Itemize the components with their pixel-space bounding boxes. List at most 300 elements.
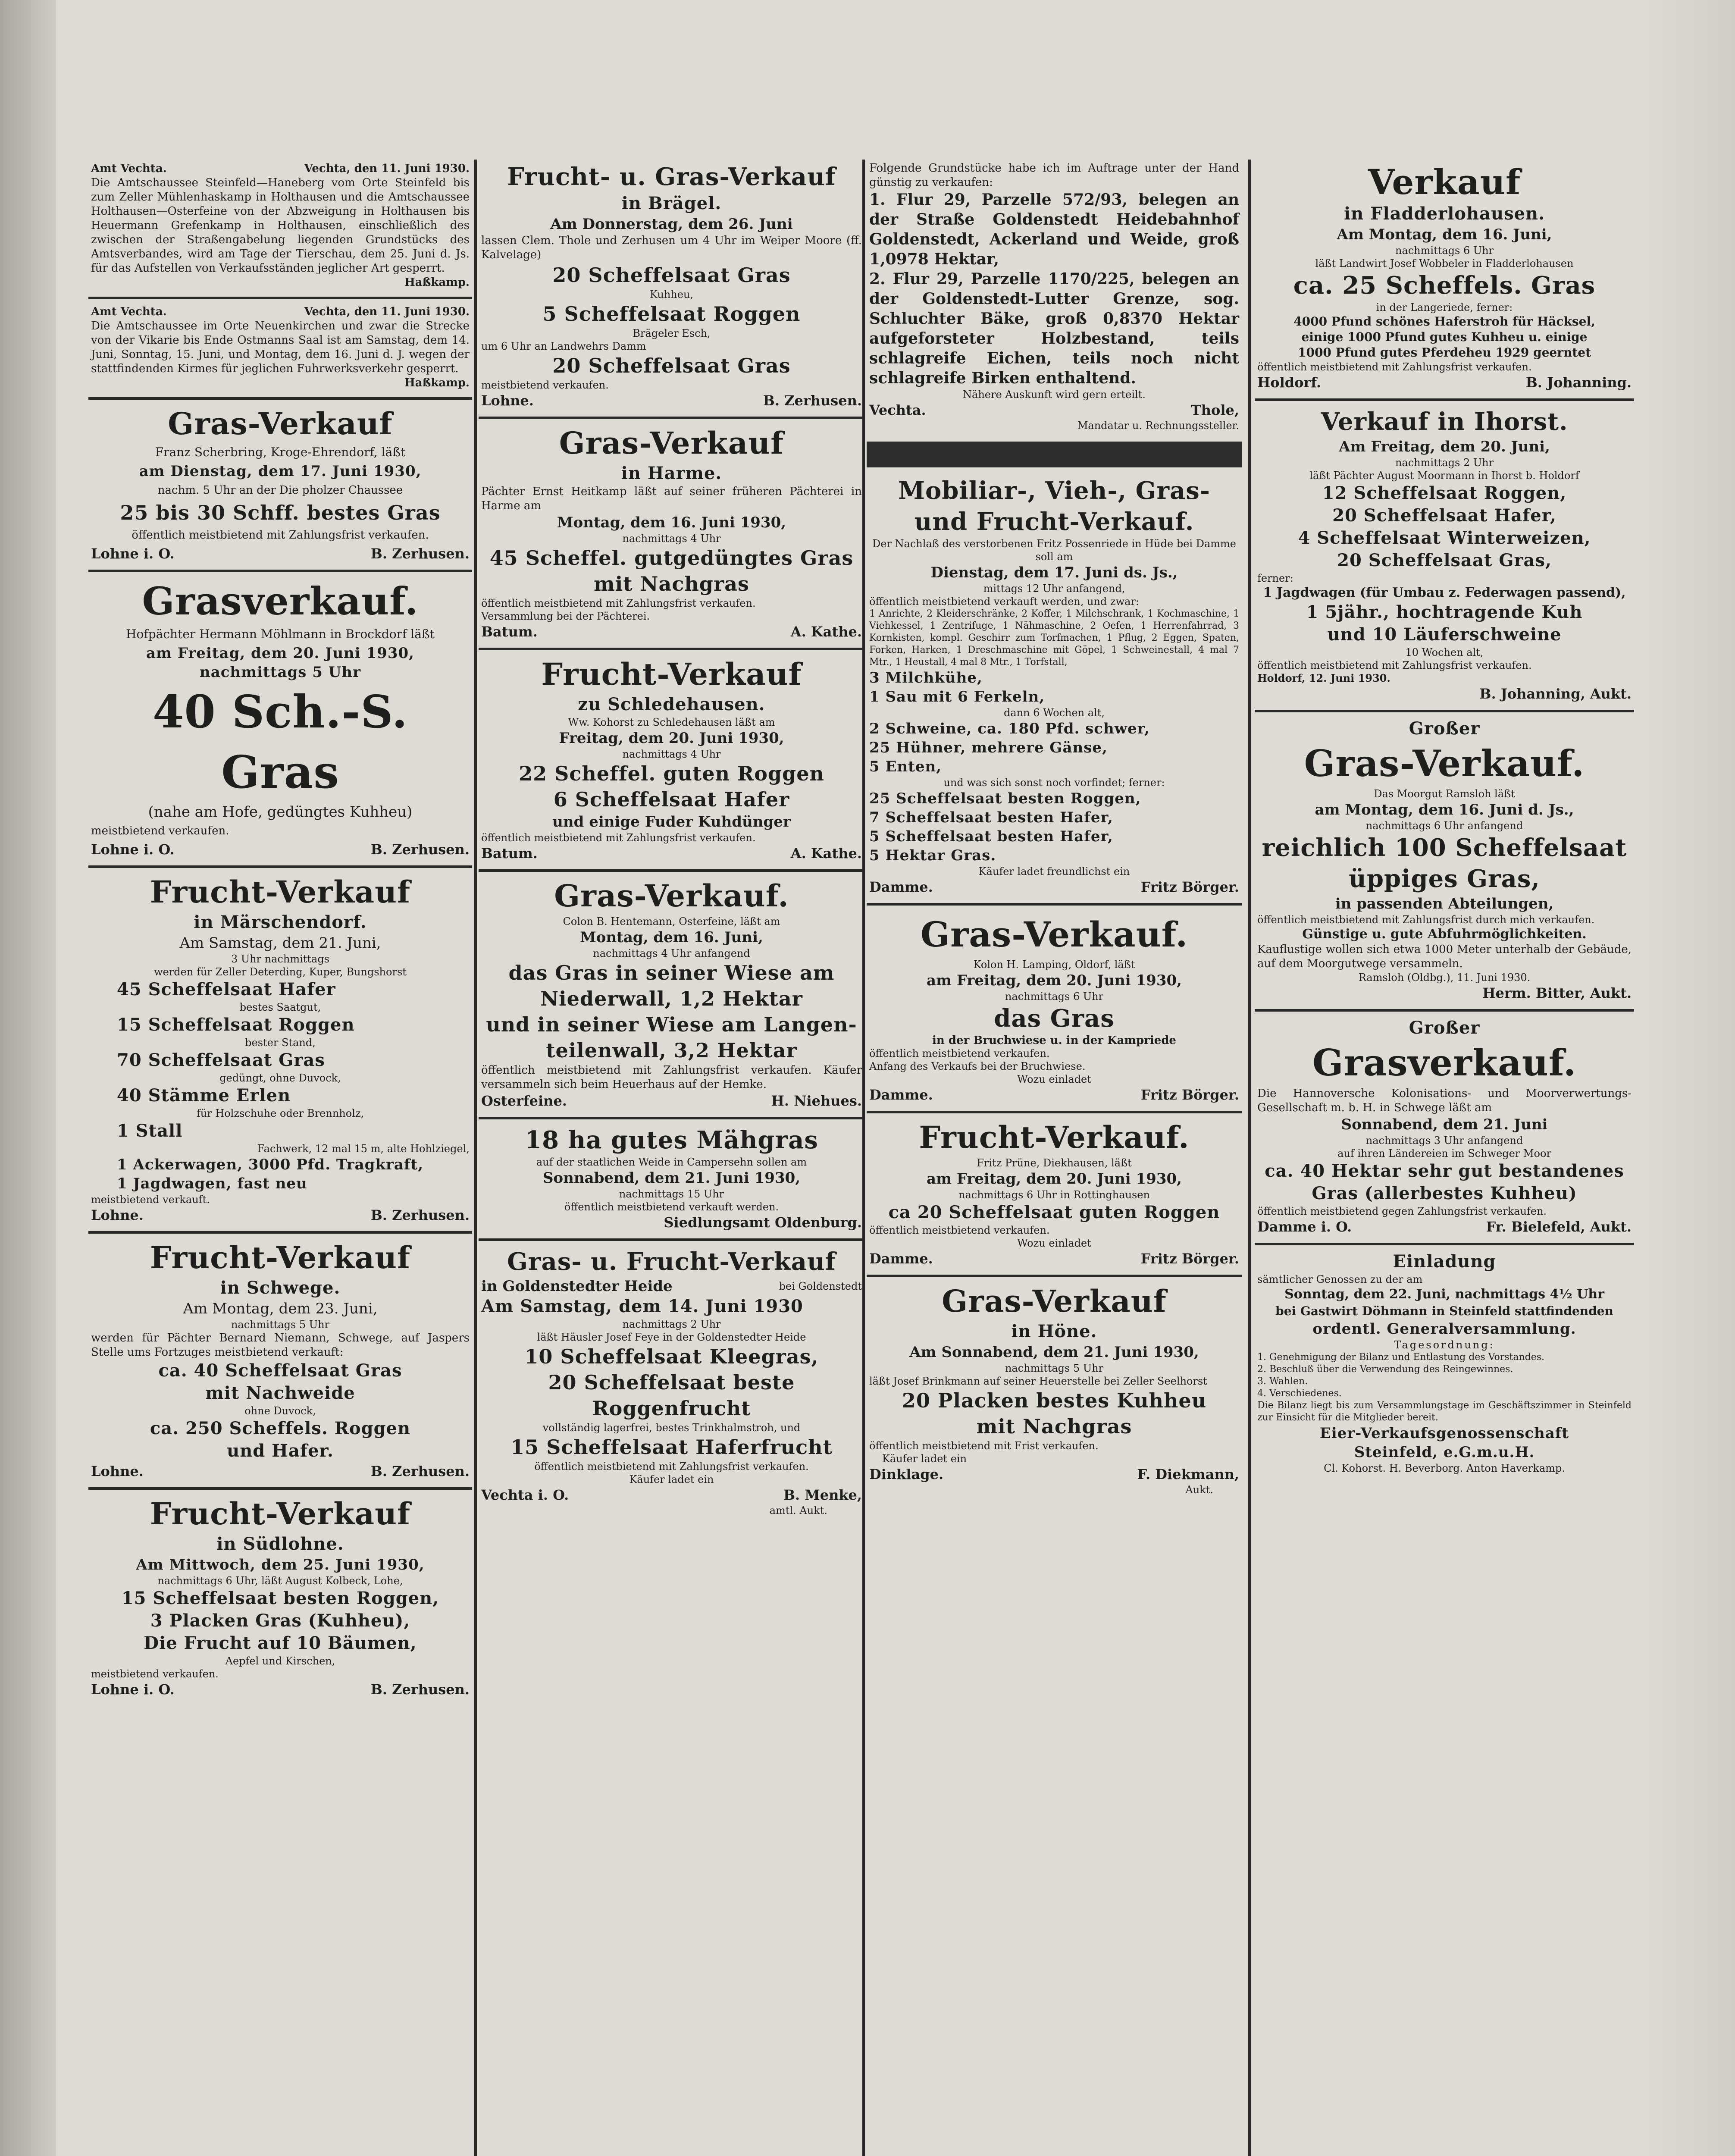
ad-item: üppiges Gras, [1349,865,1540,893]
ad-date: Freitag, dem 20. Juni 1930, [559,730,784,747]
ad-title: Gras-Verkauf [559,425,784,461]
ad-crop: 5 Scheffelsaat besten Hafer, [869,828,1113,845]
ad-item: 20 Scheffelsaat beste [548,1371,795,1394]
ad-item: und in seiner Wiese am Langen- [486,1013,857,1036]
ad-animal: 25 Hühner, mehrere Gänse, [869,739,1108,756]
divider [479,417,864,419]
ad-einladung-generalversammlung [1255,1249,1634,1478]
ad-note: öffentlich meistbietend mit Zahlungsfrist verkaufen. [534,1460,809,1473]
ad-note: öffentlich meistbietend mit Zahlungsfrist durch mich verkaufen. [1257,914,1595,926]
ad-item: 15 Scheffelsaat besten Roggen, [121,1588,439,1608]
ad-frucht-verkauf-pruene [867,1117,1242,1271]
ad-intro: lassen Clem. Thole und Zerhusen um 4 Uhr im Weiper Moore (ff. Kalvelage) [481,234,862,261]
ad-item: 70 Scheffelsaat Gras [117,1050,325,1070]
ad-item: Niederwall, 1,2 Hektar [540,987,803,1010]
ad-sign-sub: Aukt. [1185,1484,1213,1496]
ad-intro: läßt Landwirt Josef Wobbeler in Fladderlohausen [1315,257,1574,270]
ad-item-note: bester Stand, [245,1037,316,1049]
notice-header-right: Vechta, den 11. Juni 1930. [304,162,470,175]
ad-title: Gras-Verkauf [168,406,393,442]
ad-note: öffentlich meistbietend mit Zahlungsfrist verkaufen. Käufer versammeln sich beim Heuerhaus auf der Hemke. [481,1064,862,1091]
ad-animal-note: und was sich sonst noch vorfindet; ferner: [943,777,1165,789]
ad-intro: Hofpächter Hermann Möhlmann in Brockdorf läßt [126,627,435,641]
ad-sign-left: Lohne i. O. [91,545,175,562]
ad-date: Am Samstag, dem 14. Juni 1930 [481,1296,803,1316]
ad-title: 18 ha gutes Mähgras [525,1126,818,1154]
ad-animal: 2 Schweine, ca. 180 Pfd. schwer, [869,720,1150,737]
ad-intro: Der Nachlaß des verstorbenen Fritz Possenriede in Hüde bei Damme soll am [872,538,1236,563]
ad-place: in Märschendorf. [194,912,367,932]
ad-item: mit Nachweide [205,1383,355,1403]
ad-note: Nähere Auskunft wird gern erteilt. [963,389,1146,401]
ad-intro: nachmittags 6 Uhr, läßt August Kolbeck, Lohe, [157,1575,403,1587]
ad-grosser-grasverkauf-schwege [1255,1015,1634,1239]
ad-item-note: bestes Saatgut, [239,1001,321,1013]
ad-extra: 1 Ackerwagen, 3000 Pfd. Tragkraft, [117,1156,424,1173]
ad-item: 12 Scheffelsaat Roggen, [1322,483,1567,503]
ad-title: Frucht-Verkauf [541,656,802,692]
ad-item: 1 5jähr., hochtragende Kuh [1306,602,1583,622]
notice-sign: Haßkamp. [404,376,470,389]
ad-time: nachmittags 6 Uhr [1005,990,1104,1003]
ad-time: nachmittags 2 Uhr [622,1318,721,1330]
notice-text: Die Amtschaussee Steinfeld—Haneberg vom Orte Steinfeld bis zum Zeller Mühlenhaskamp in Holthausen und die Amtschaussee Holthausen—Osterfeine von der Abzweigung in Holthausen bis Heuermann Grefenkamp in Holthausen, einschließlich des zwischen der Straßengabelung liegenden Grundstücks des Amtsverbandes, wird am Tage der Tierschau, dem 25. Juni d. Js. für das Aufstellen von Verkaufsständen jeglicher Art gesperrt. [91,176,470,275]
ad-date: Sonnabend, dem 21. Juni 1930, [542,1169,801,1187]
ad-sign-left: Vechta. [869,402,926,418]
ad-gras-verkauf-harme [479,423,864,644]
ad-date: Sonnabend, dem 21. Juni [1341,1116,1548,1133]
ad-mobiliar-vieh-verkauf [867,473,1242,899]
ad-intro: läßt Pächter August Moormann in Ihorst b. Holdorf [1309,470,1579,482]
ad-note: meistbietend verkaufen. [91,1668,219,1680]
ad-title: Grasverkauf. [1312,1041,1577,1084]
ad-title: Einladung [1393,1251,1496,1272]
ad-item: das Gras [994,1004,1115,1033]
ad-note: öffentlich meistbietend mit Frist verkaufen. [869,1440,1099,1452]
ad-sign-right: A. Kathe. [790,624,862,640]
ad-place: in Goldenstedter Heide [481,1278,673,1295]
ad-time: nachmittags 5 Uhr [1005,1362,1104,1374]
ad-item: einige 1000 Pfund gutes Kuhheu u. einige [1301,330,1588,344]
ad-item-note: Fachwerk, 12 mal 15 m, alte Hohlziegel, [257,1143,470,1155]
ad-sign-left: Osterfeine. [481,1093,567,1109]
ad-item: 15 Scheffelsaat Haferfrucht [510,1435,833,1459]
ad-place: in Harme. [621,463,722,483]
ad-item: Die Frucht auf 10 Bäumen, [144,1633,417,1653]
ad-where: auf ihren Ländereien im Schweger Moor [1337,1147,1551,1159]
ad-time: nachmittags 2 Uhr [1395,457,1494,469]
ad-event: ordentl. Generalversammlung. [1312,1320,1576,1338]
ad-item: 40 Stämme Erlen [117,1085,291,1106]
ad-time: nachmittags 6 Uhr in Rottinghausen [958,1189,1150,1201]
ad-time: nachmittags 6 Uhr anfangend [1365,820,1523,832]
ad-maehgras-siedlungsamt [479,1123,864,1235]
ad-intro: Ww. Kohorst zu Schledehausen läßt am [568,716,775,728]
ad-invite: Wozu einladet [1017,1237,1091,1249]
ad-title: Frucht-Verkauf [150,1240,411,1275]
ad-grundstuecke-thole [867,160,1242,436]
ad-intro: sämtlicher Genossen zu der am [1257,1273,1423,1285]
ad-date: am Dienstag, dem 17. Juni 1930, [139,463,422,480]
divider [867,1111,1242,1113]
ad-note: meistbietend verkaufen. [481,379,609,391]
ad-for: werden für Pächter Bernard Niemann, Schwege, auf Jaspers Stelle ums Fortzuges meistbietend verkauft: [91,1332,470,1359]
ad-sign-right: F. Diekmann, [1137,1466,1239,1482]
ad-note: meistbietend verkauft. [91,1194,210,1206]
notice-amt-vechta-1 [88,160,472,293]
ad-sign-right: B. Johanning. [1525,374,1632,391]
ad-sign-right: B. Zerhusen. [370,1463,470,1479]
ad-date: Sonntag, dem 22. Juni, nachmittags 4½ Uhr [1284,1287,1604,1302]
notice-sign: Haßkamp. [404,276,470,289]
ad-sign-sub: amtl. Aukt. [769,1504,827,1517]
ad-item-note: ohne Duvock, [244,1405,316,1417]
ad-date: Am Sonnabend, dem 21. Juni 1930, [909,1344,1199,1361]
ad-place: in Schwege. [220,1278,341,1298]
ad-date: Am Montag, dem 23. Juni, [183,1300,378,1317]
ad-note: Käufer ladet ein [882,1453,967,1465]
ad-intro: läßt Josef Brinkmann auf seiner Heuerstelle bei Zeller Seelhorst [869,1375,1207,1387]
column-3 [867,160,1242,1500]
divider [1255,1009,1634,1012]
ad-animal: 5 Enten, [869,758,942,775]
ad-note: Anfang des Verkaufs bei der Bruchwiese. [869,1060,1086,1072]
ad-item: 45 Scheffelsaat Hafer [117,979,336,1000]
ad-invite: Käufer ladet freundlichst ein [978,865,1130,877]
ad-sign: Cl. Kohorst. H. Beverborg. Anton Haverkamp. [1324,1462,1565,1474]
ad-note: öffentlich meistbietend verkauft werden, und zwar: [869,595,1139,608]
ad-frucht-gras-verkauf-braegel [479,160,864,413]
ad-crop: 25 Scheffelsaat besten Roggen, [869,790,1141,807]
divider [479,648,864,650]
divider [479,1238,864,1241]
ad-gras-verkauf-scherbring [88,403,472,566]
ad-item: ca. 25 Scheffels. Gras [1293,271,1596,300]
ad-item: mit Nachgras [976,1415,1132,1438]
ad-sign-right: Fritz Börger. [1140,1250,1239,1267]
ad-item: 15 Scheffelsaat Roggen [117,1015,355,1035]
ad-item: 20 Placken bestes Kuhheu [902,1389,1207,1412]
ad-where: in der Bruchwiese u. in der Kampriede [932,1034,1176,1047]
ad-org: Steinfeld, e.G.m.u.H. [1354,1444,1535,1461]
ad-item: 1 Jagdwagen (für Umbau z. Federwagen passend), [1263,585,1626,600]
ad-note: öffentlich meistbietend mit Zahlungsfrist verkaufen. [481,832,756,844]
ad-time: mittags 12 Uhr anfangend, [983,583,1125,595]
ad-note: öffentlich meistbietend mit Zahlungsfrist verkaufen. [1257,659,1532,671]
ad-sign-left: Vechta i. O. [481,1487,569,1503]
ad-note: meistbietend verkaufen. [91,824,229,837]
ad-title: Frucht- u. Gras-Verkauf [507,163,836,191]
ad-sign-left: Lohne i. O. [91,841,175,858]
ad-agenda-item: 2. Beschluß über die Verwendung des Reingewinnes. [1257,1364,1513,1375]
ad-date: am Freitag, dem 20. Juni 1930, [146,645,414,662]
ad-kicker: Großer [1409,718,1480,739]
ad-note: öffentlich meistbietend mit Zahlungsfrist verkaufen. [1257,361,1532,373]
ad-sign-left: Batum. [481,624,538,640]
ad-grasverkauf-moehlmann [88,576,472,862]
column-rule [474,160,477,2156]
ad-date: Montag, dem 16. Juni 1930, [557,514,786,531]
ad-item-note: Aepfel und Kirschen, [225,1655,335,1667]
ad-ferner: ferner: [1257,572,1293,584]
ad-title: Frucht-Verkauf [150,1496,411,1532]
ad-intro: Pächter Ernst Heitkamp läßt auf seiner früheren Pächterei in Harme am [481,485,862,512]
ad-gras-frucht-verkauf-goldenstedt [479,1244,864,1520]
ad-frucht-verkauf-suedlohne [88,1493,472,1702]
ad-title: Frucht-Verkauf [150,874,411,910]
ad-gras-verkauf-hentemann [479,875,864,1113]
ad-sign-left: Lohne i. O. [91,1681,175,1698]
divider [88,397,472,400]
ad-item-note: gedüngt, ohne Duvock, [219,1072,341,1084]
ad-crop: 7 Scheffelsaat besten Hafer, [869,809,1113,826]
ad-good: Günstige u. gute Abfuhrmöglichkeiten. [1302,927,1587,942]
ad-frucht-verkauf-schwege [88,1237,472,1484]
ad-date: Montag, dem 16. Juni, [580,929,763,946]
ad-item: und Hafer. [227,1441,334,1461]
ad-date: Am Mittwoch, dem 25. Juni 1930, [136,1556,425,1573]
ad-place: in Höne. [1011,1321,1097,1341]
ad-title: und Frucht-Verkauf. [914,508,1194,536]
ad-date2: Holdorf, 12. Juni 1930. [1257,672,1391,684]
ad-where: bei Gastwirt Döhmann in Steinfeld stattfindenden [1275,1304,1613,1318]
ad-item-note: 10 Wochen alt, [1405,646,1484,658]
ad-date: Dienstag, dem 17. Juni ds. Js., [930,564,1178,581]
ad-title: Gras-Verkauf [942,1283,1167,1319]
ad-intro: Das Moorgut Ramsloh läßt [1374,788,1515,800]
notice-header-right: Vechta, den 11. Juni 1930. [304,305,470,318]
ad-sign-right: B. Zerhusen. [370,1681,470,1698]
ad-sign-right: B. Menke, [783,1487,862,1503]
ad-intro: Fritz Prüne, Diekhausen, läßt [977,1157,1132,1169]
ad-sign-left: Damme. [869,1087,933,1103]
ad-title: Gras- u. Frucht-Verkauf [507,1247,836,1276]
ad-sign-right: Fritz Börger. [1140,879,1239,895]
divider [1255,1243,1634,1245]
ad-invite: Wozu einladet [1017,1073,1091,1085]
ad-sign-left: Lohne. [91,1463,144,1479]
ad-animal: 1 Sau mit 6 Ferkeln, [869,688,1045,705]
ad-extra: 1 Jagdwagen, fast neu [117,1175,307,1192]
ad-intro: Franz Scherbring, Kroge-Ehrendorf, läßt [155,445,406,459]
notice-text: Die Amtschaussee im Orte Neuenkirchen und zwar die Strecke von der Vikarie bis Ende Ostmanns Saal ist am Samstag, dem 14. Juni, Sonntag, 15. Juni, und Montag, dem 16. Juni d. J. wegen der stattfindenden Kirmes für jeglichen Fuhrwerksverkehr gesperrt. [91,320,470,375]
ad-time: nachmittags 4 Uhr [622,748,721,760]
ad-time: nachmittags 5 Uhr [199,664,361,681]
ad-item: Roggenfrucht [592,1397,751,1420]
notice-amt-vechta-2 [88,303,472,394]
ad-sign-left: Damme. [869,1250,933,1267]
divider [88,865,472,868]
ad-date: am Freitag, dem 20. Juni 1930, [927,1170,1182,1188]
ad-sign-left: Batum. [481,845,538,862]
ad-sign-left: Dinklage. [869,1466,944,1482]
column-2 [479,160,864,1520]
ad-place: in Brägel. [621,193,722,213]
ad-note: Die Bilanz liegt bis zum Versammlungstage im Geschäftszimmer in Steinfeld zur Einsicht für die Mitglieder bereit. [1257,1400,1632,1423]
ad-time: 3 Uhr nachmittags [231,953,330,965]
ad-sign: Herm. Bitter, Aukt. [1482,985,1632,1001]
ad-sign-right: Fritz Börger. [1140,1087,1239,1103]
ad-time: nachmittags 15 Uhr [619,1188,724,1200]
ad-title: Verkauf in Ihorst. [1321,407,1568,436]
ad-note: Käufer ladet ein [629,1473,714,1485]
ad-list: 1 Anrichte, 2 Kleiderschränke, 2 Koffer, 1 Milchschrank, 1 Kochmaschine, 1 Viehkessel, 1 Zentrifuge, 1 Nähmaschine, 2 Oefen, 1 Herrenfahrrad, 3 Kornkisten, kompl. Geschirr zum Torfmachen, 1 Pflug, 2 Eggen, Spaten, Forken, Harken, 1 Dreschmaschine mit Göpel, 1 Schweinestall, 4 mal 7 Mtr., 1 Heustall, 4 mal 8 Mtr., 1 Torfstall, [869,608,1239,667]
ad-animal: 3 Milchkühe, [869,669,983,686]
ad-item-note: für Holzschuhe oder Brennholz, [196,1107,364,1119]
ad-date2: Ramsloh (Oldbg.), 11. Juni 1930. [1358,971,1531,984]
ad-item: 45 Scheffel. gutgedüngtes Gras [489,546,854,570]
ad-note: öffentlich meistbietend mit Zahlungsfrist verkaufen. [132,529,429,542]
ad-agenda-title: Tagesordnung: [1394,1339,1495,1351]
ad-item: ca. 250 Scheffels. Roggen [150,1418,411,1438]
divider [88,570,472,572]
ad-item: Gras (allerbestes Kuhheu) [1312,1183,1577,1203]
ad-item: 1 Stall [117,1121,183,1141]
ad-time: nachmittags 4 Uhr [622,533,721,545]
divider [479,869,864,872]
ad-frucht-verkauf-maerschendorf [88,871,472,1228]
divider [1255,398,1634,401]
ad-item: in passenden Abteilungen, [1335,895,1554,912]
ad-title: Gras-Verkauf. [1304,742,1585,785]
ad-sub: (nahe am Hofe, gedüngtes Kuhheu) [148,803,413,821]
ad-item: 1000 Pfund gutes Pferdeheu 1929 geerntet [1297,345,1591,360]
ad-item-note: vollständig lagerfrei, bestes Trinkhalmstroh, und [542,1422,801,1434]
ad-time: nachmittags 4 Uhr anfangend [593,947,750,959]
ad-grosser-gras-verkauf-ramsloh [1255,716,1634,1006]
notice-header-left: Amt Vechta. [91,162,167,175]
ad-time: um 6 Uhr an Landwehrs Damm [481,340,646,352]
ad-sign-right: Thole, [1190,402,1239,418]
ad-item: 1. Flur 29, Parzelle 572/93, belegen an der Straße Goldenstedt Heidebahnhof Goldenstedt, Ackerland und Weide, groß 1,0978 Hektar, [869,191,1239,268]
ad-animal-note: dann 6 Wochen alt, [1003,707,1105,719]
ad-sign-left: Damme. [869,879,933,895]
ad-item: ca. 40 Hektar sehr gut bestandenes [1265,1161,1624,1181]
ad-item: 25 bis 30 Schff. bestes Gras [120,501,441,524]
ad-item: 20 Scheffelsaat Gras [552,354,791,377]
ad-time: nachmittags 5 Uhr [231,1319,330,1331]
ad-agenda-item: 4. Verschiedenes. [1257,1388,1342,1399]
ad-note: Kauflustige wollen sich etwa 1000 Meter unterhalb der Gebäude, auf dem Moorgutwege versammeln. [1257,943,1632,970]
ad-sign-right: Fr. Bielefeld, Aukt. [1486,1219,1632,1235]
ad-date: am Montag, dem 16. Juni d. Js., [1315,801,1574,818]
ad-item: teilenwall, 3,2 Hektar [546,1039,797,1062]
ad-item: und einige Fuder Kuhdünger [552,813,791,830]
ad-time: nachm. 5 Uhr an der Die pholzer Chaussee [157,484,403,497]
ad-time: nachmittags 6 Uhr [1395,244,1494,257]
ad-title: Verkauf [1368,162,1521,202]
ad-item: 3 Placken Gras (Kuhheu), [150,1611,410,1631]
ad-sign-left: Holdorf. [1257,374,1322,391]
ad-note: öffentlich meistbietend mit Zahlungsfrist verkaufen. [481,597,756,609]
ad-time: nachmittags 3 Uhr anfangend [1365,1134,1523,1147]
ad-sign-right: B. Zerhusen. [370,545,470,562]
ad-title: Frucht-Verkauf. [919,1119,1190,1155]
ad-item: 5 Scheffelsaat Roggen [542,302,801,326]
ad-intro: Colon B. Hentemann, Osterfeine, läßt am [563,915,780,928]
ad-date: Am Donnerstag, dem 26. Juni [550,216,793,233]
ad-crop: 5 Hektar Gras. [869,847,996,864]
ad-item: reichlich 100 Scheffelsaat [1262,834,1627,862]
ad-agenda-item: 3. Wahlen. [1257,1376,1308,1387]
ad-item: 22 Scheffel. guten Roggen [519,762,824,785]
ad-note: Versammlung bei der Pächterei. [481,610,650,622]
ad-sign-sub: Mandatar u. Rechnungssteller. [1077,420,1239,432]
ad-sign-right: A. Kathe. [790,845,862,862]
column-1 [88,160,472,1702]
ad-title: Gras-Verkauf. [554,878,789,914]
divider [88,1231,472,1234]
divider-bar [867,442,1242,467]
ad-intro: Kolon H. Lamping, Oldorf, läßt [973,959,1135,971]
ad-verkauf-fladderlohausen [1255,160,1634,395]
ad-verkauf-ihorst [1255,404,1634,706]
ad-place: in Südlohne. [216,1534,344,1554]
page-gutter [0,0,56,2156]
ad-title: Mobiliar-, Vieh-, Gras- [898,476,1211,505]
ad-item-note: Kuhheu, [649,288,694,301]
ad-sign-right: B. Zerhusen. [370,1207,470,1223]
ad-title: Gras-Verkauf. [920,914,1188,955]
divider [867,1275,1242,1277]
ad-note: öffentlich meistbietend gegen Zahlungsfrist verkaufen. [1257,1205,1547,1217]
ad-sign-right: H. Niehues. [771,1093,862,1109]
ad-item: 4 Scheffelsaat Winterweizen, [1298,528,1591,548]
ad-place-right: bei Goldenstedt [779,1280,862,1292]
ad-sign: Siedlungsamt Oldenburg. [664,1214,862,1231]
ad-item: ca 20 Scheffelsaat guten Roggen [888,1202,1220,1222]
ad-sign-right: B. Zerhusen. [370,841,470,858]
ad-intro: Folgende Grundstücke habe ich im Auftrage unter der Hand günstig zu verkaufen: [869,162,1239,189]
ad-intro: läßt Häusler Josef Feye in der Goldenstedter Heide [537,1331,806,1343]
ad-org: Eier-Verkaufsgenossenschaft [1319,1425,1569,1442]
notice-header-left: Amt Vechta. [91,305,167,318]
ad-item: das Gras in seiner Wiese am [508,961,835,984]
ad-place: zu Schledehausen. [578,694,765,714]
ad-sign-left: Lohne. [91,1207,144,1223]
ad-date: Am Samstag, dem 21. Juni, [179,934,381,952]
column-4 [1255,160,1634,1478]
ad-sign-left: Lohne. [481,392,534,409]
ad-item: mit Nachgras [594,572,749,595]
divider [88,1487,472,1490]
ad-gras-verkauf-hoene [867,1281,1242,1500]
ad-item: 20 Scheffelsaat Gras [552,263,791,287]
ad-item-note: in der Langeriede, ferner: [1376,301,1513,313]
ad-frucht-verkauf-schledehausen [479,654,864,866]
ad-date: am Freitag, dem 20. Juni 1930, [927,972,1182,989]
ad-note: öffentlich meistbietend verkaufen. [869,1047,1050,1059]
ad-agenda-item: 1. Genehmigung der Bilanz und Entlastung des Vorstandes. [1257,1352,1545,1363]
ad-note: öffentlich meistbietend verkauft werden. [564,1201,779,1213]
divider [479,1117,864,1119]
ad-item: 20 Scheffelsaat Gras, [1337,550,1552,570]
column-rule [1248,160,1251,2156]
ad-item: 40 Sch.-S. Gras [153,685,408,799]
divider [867,903,1242,906]
divider [1255,710,1634,712]
ad-kicker: Großer [1409,1018,1480,1038]
ad-item: 10 Scheffelsaat Kleegras, [524,1345,819,1368]
ad-item: 2. Flur 29, Parzelle 1170/225, belegen an der Goldenstedt-Lutter Grenze, sog. Schluchter Bäke, groß 0,8370 Hektar aufgeforsteter Holzbestand, teils schlagreife Eichen, teils noch nicht schlagreife Birken enthaltend. [869,270,1239,387]
ad-item: und 10 Läuferschweine [1327,624,1562,645]
ad-intro: auf der staatlichen Weide in Campersehn sollen am [536,1156,807,1168]
ad-item: 20 Scheffelsaat Hafer, [1332,505,1556,526]
ad-sign-right: B. Zerhusen. [763,392,862,409]
ad-sign-left: Damme i. O. [1257,1219,1352,1235]
ad-note: öffentlich meistbietend verkaufen. [869,1224,1050,1236]
ad-place: in Fladderlohausen. [1344,204,1545,224]
